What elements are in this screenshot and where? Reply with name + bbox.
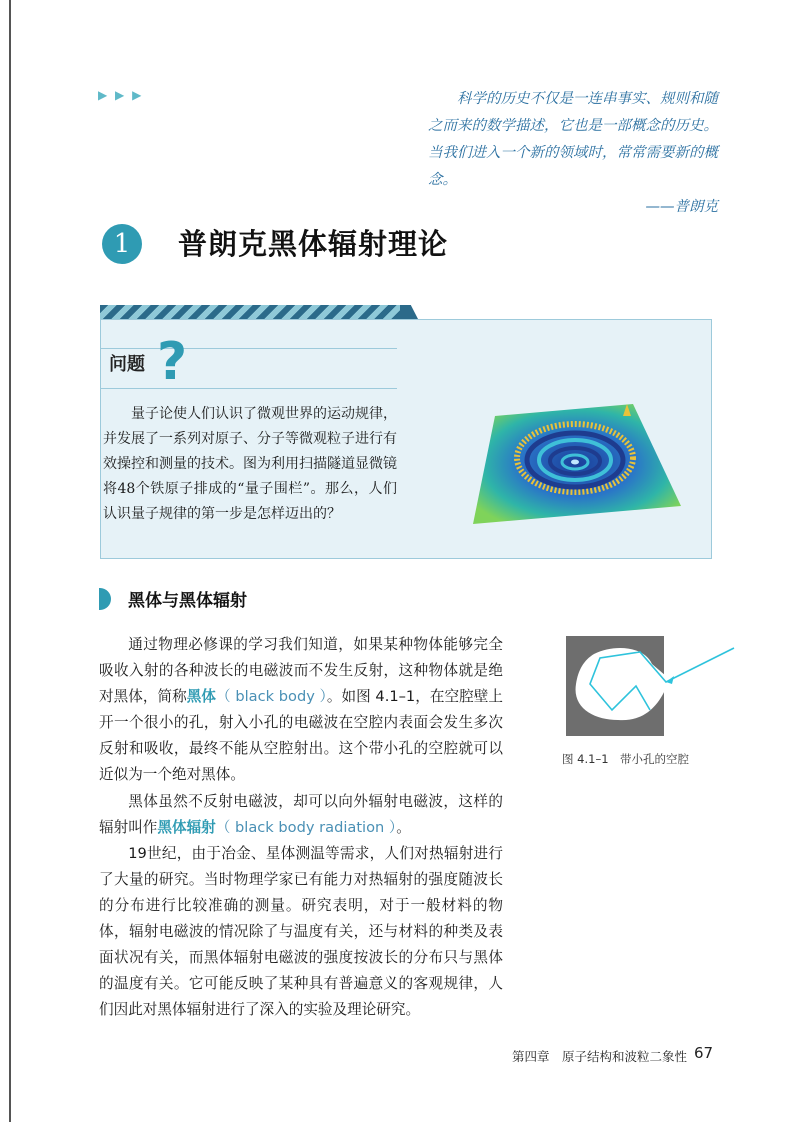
question-box-body — [100, 319, 712, 559]
term-black-body: 黑体 — [186, 688, 217, 706]
question-rule-top — [101, 348, 397, 349]
section-number-badge: 1 — [102, 224, 142, 264]
question-box-band-tail — [400, 305, 418, 319]
subsection-marker — [99, 588, 111, 610]
question-text: 量子论使人们认识了微观世界的运动规律，并发展了一系列对原子、分子等微观粒子进行有效操控和测量的技术。图为利用扫描隧道显微镜将48个铁原子排成的“量子围栏”。那么，人们认识量子规律的第一步是怎样迈出的？ — [103, 406, 397, 522]
term-black-body-en: （ black body ） — [216, 688, 327, 706]
figure-caption: 图 4.1–1 带小孔的空腔 — [562, 752, 690, 766]
p1-text-b: 。如图 4.1–1，在空腔壁上开一个很小的孔，射入小孔的电磁波在空腔内表面会发生多次反射和吸收，最终不能从空腔射出。这个带小孔的空腔就可以近似为一个绝对黑体。 — [99, 688, 503, 784]
term-black-body-radiation-en: （ black body radiation ） — [215, 818, 397, 836]
section-title: 普朗克黑体辐射理论 — [178, 227, 449, 261]
question-box-header-band — [100, 305, 400, 319]
p2-text-b: 。 — [396, 818, 411, 836]
epigraph-quote — [428, 86, 718, 221]
paragraph-2 — [99, 789, 503, 841]
header-arrows-icon: ▶ ▶ ▶ — [98, 88, 144, 102]
body-text — [99, 632, 503, 1023]
question-mark-icon: ? — [157, 332, 188, 392]
quantum-corral-image — [473, 396, 681, 524]
question-rule-bottom — [101, 388, 397, 389]
footer-chapter: 第四章 原子结构和波粒二象性 — [512, 1049, 688, 1064]
quote-text: 科学的历史不仅是一连串事实、规则和随之而来的数学描述，它也是一部概念的历史。当我们进入一个新的领域时，常常需要新的概念。 — [428, 91, 718, 188]
question-label: 问题 — [109, 354, 145, 375]
subsection-title: 黑体与黑体辐射 — [128, 591, 247, 611]
quote-author: ——普朗克 — [645, 199, 718, 215]
p2-text-a: 黑体虽然不反射电磁波，却可以向外辐射电磁波，这样的辐射叫作 — [99, 792, 503, 836]
page-number: 67 — [694, 1044, 714, 1062]
paragraph-1 — [99, 632, 503, 789]
page-edge-rule — [9, 0, 11, 1122]
cavity-figure — [566, 636, 686, 736]
p1-text-a: 通过物理必修课的学习我们知道，如果某种物体能够完全吸收入射的各种波长的电磁波而不发生反射，这种物体就是绝对黑体，简称 — [99, 636, 503, 706]
question-box — [100, 305, 712, 559]
term-black-body-radiation: 黑体辐射 — [157, 818, 216, 836]
paragraph-3: 19世纪，由于冶金、星体测温等需求，人们对热辐射进行了大量的研究。当时物理学家已有能力对热辐射的强度随波长的分布进行比较准确的测量。研究表明，对于一般材料的物体，辐射电磁波的情况除了与温度有关，还与材料的种类及表面状况有关，而黑体辐射电磁波的强度按波长的分布只与黑体的温度有关。它可能反映了某种具有普遍意义的客观规律，人们因此对黑体辐射进行了深入的实验及理论研究。 — [99, 844, 503, 1019]
